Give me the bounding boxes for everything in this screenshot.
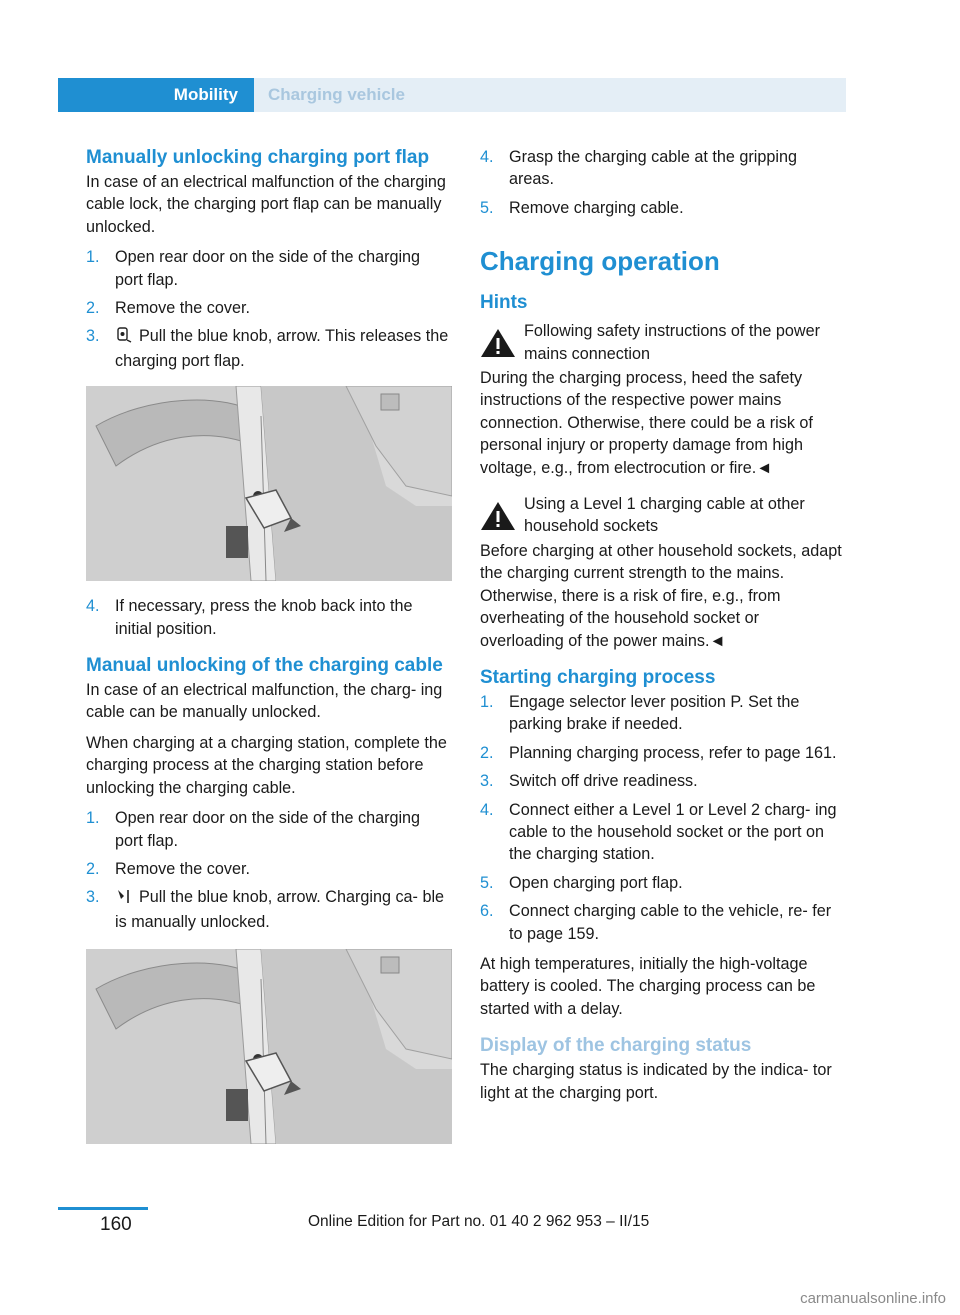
charging-cable-icon bbox=[115, 888, 133, 910]
list-item: 1. Engage selector lever position P. Set the parking brake if needed. bbox=[480, 692, 800, 734]
figure-charging-cable bbox=[86, 949, 452, 1144]
left-column bbox=[86, 146, 452, 1158]
intro-unlock-flap: In case of an electrical malfunction of the charging cable lock, the charging port flap can be manually unlocked. bbox=[86, 173, 446, 236]
list-item: 2. Planning charging process, refer to page 161. bbox=[480, 743, 837, 762]
warning-1: Following safety instructions of the power mains connection bbox=[480, 320, 846, 365]
list-item: 6. Connect charging cable to the vehicle, re‐ fer to page 159. bbox=[480, 902, 832, 943]
paragraph: The charging status is indicated by the indica‐ tor light at the charging port. bbox=[480, 1061, 832, 1102]
section-tab: Mobility bbox=[58, 78, 254, 112]
footer-accent-bar bbox=[58, 1207, 148, 1210]
list-item: 3. Pull the blue knob, arrow. This releases the charging port flap. bbox=[86, 327, 449, 370]
warning-2: Using a Level 1 charging cable at other household sockets bbox=[480, 493, 846, 538]
steps-grasp-cable bbox=[480, 146, 846, 219]
list-item: 4. Connect either a Level 1 or Level 2 charg‐ ing cable to the household socket or the port on the charging station. bbox=[480, 800, 837, 864]
list-item: 2. Remove the cover. bbox=[86, 859, 250, 878]
warning-body: Before charging at other household sockets, adapt the charging current strength to the mains. Otherwise, there is a risk of fire, e.g., from overheating of the household socket or overloading of the power mains.◄ bbox=[480, 541, 842, 650]
heading-unlock-cable: Manual unlocking of the charging cable bbox=[86, 655, 443, 677]
warning-triangle-icon bbox=[480, 493, 516, 538]
page-number: 160 bbox=[100, 1214, 132, 1235]
watermark: carmanualsonline.info bbox=[800, 1290, 946, 1307]
list-item: 3. Switch off drive readiness. bbox=[480, 772, 698, 791]
list-item: 3. Pull the blue knob, arrow. Charging ca‐ ble is manually unlocked. bbox=[86, 888, 445, 931]
heading-starting: Starting charging process bbox=[480, 666, 716, 688]
list-item: 5. Remove charging cable. bbox=[480, 198, 684, 217]
heading-display-status: Display of the charging status bbox=[480, 1035, 752, 1057]
chapter-title: Charging operation bbox=[480, 246, 720, 277]
list-item: 1. Open rear door on the side of the charging port flap. bbox=[86, 248, 421, 289]
paragraph: When charging at a charging station, complete the charging process at the charging station before unlocking the charging cable. bbox=[86, 733, 447, 797]
warning-body: During the charging process, heed the safety instructions of the respective power mains connection. Otherwise, there could be a risk of personal injury or property damage from high voltage, e.g., from electrocution or fire.◄ bbox=[480, 369, 813, 477]
steps-unlock-flap bbox=[86, 246, 452, 372]
list-item: 4. Grasp the charging cable at the gripping areas. bbox=[480, 148, 797, 189]
paragraph: At high temperatures, initially the high-voltage battery is cooled. The charging process can be started with a delay. bbox=[480, 954, 816, 1018]
right-column bbox=[480, 146, 846, 1112]
steps-starting bbox=[480, 691, 846, 945]
edition-note: Online Edition for Part no. 01 40 2 962 953 – II/15 bbox=[308, 1213, 650, 1230]
warning-triangle-icon bbox=[480, 320, 516, 365]
heading-unlock-flap: Manually unlocking charging port flap bbox=[86, 147, 430, 168]
charging-flap-icon bbox=[115, 327, 133, 349]
list-item: 2. Remove the cover. bbox=[86, 299, 250, 318]
figure-charging-port-flap bbox=[86, 386, 452, 581]
steps-unlock-cable bbox=[86, 807, 452, 933]
heading-hints: Hints bbox=[480, 292, 528, 314]
page-header bbox=[58, 78, 846, 112]
subsection-tab: Charging vehicle bbox=[254, 78, 846, 112]
list-item: 5. Open charging port flap. bbox=[480, 873, 683, 892]
steps-unlock-flap-cont bbox=[86, 595, 452, 640]
list-item: 4. If necessary, press the knob back into the initial position. bbox=[86, 597, 413, 638]
paragraph: In case of an electrical malfunction, the charg‐ ing cable can be manually unlocked. bbox=[86, 681, 443, 722]
list-item: 1. Open rear door on the side of the charging port flap. bbox=[86, 809, 421, 850]
